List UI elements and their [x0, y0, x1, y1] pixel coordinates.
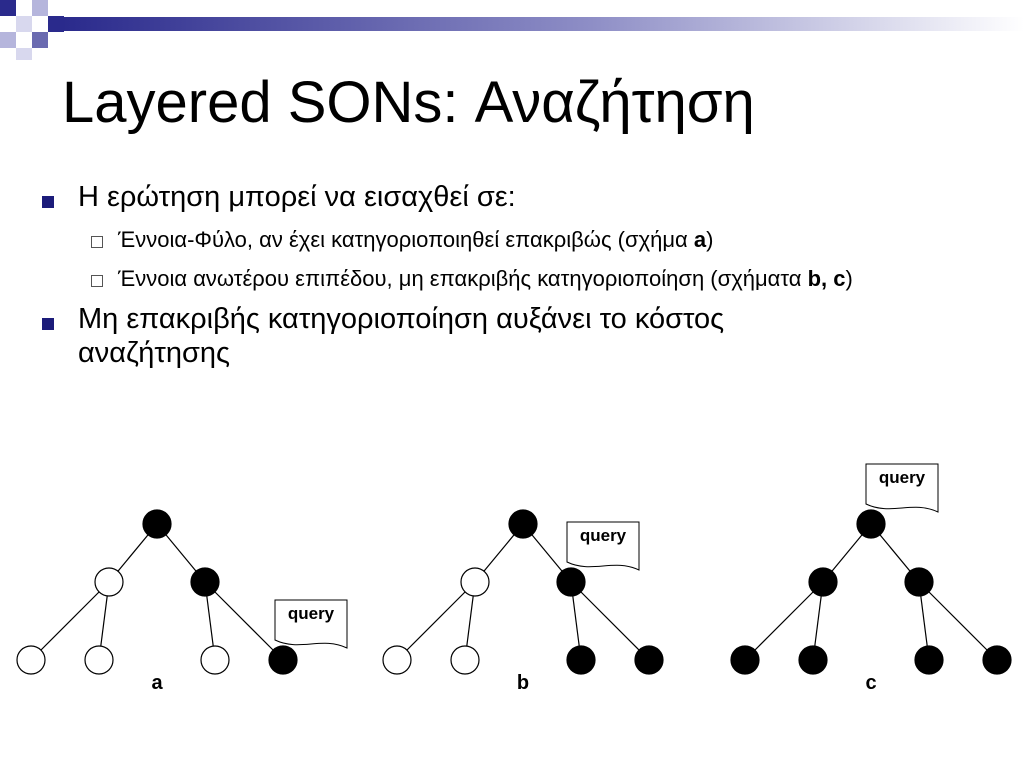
filled-node [915, 646, 943, 674]
bullet-list [40, 180, 1000, 380]
filled-node [635, 646, 663, 674]
bullet-item [40, 302, 878, 370]
square-bullet-icon [42, 318, 54, 330]
sub-bullet-text-end: ) [706, 227, 714, 252]
filled-node [567, 646, 595, 674]
filled-node [905, 568, 933, 596]
tree-label: b [516, 672, 530, 694]
tree-a [17, 510, 347, 694]
filled-node [983, 646, 1011, 674]
query-label: query [287, 604, 335, 623]
filled-node [857, 510, 885, 538]
page-title: Layered SONs: Αναζήτηση [62, 70, 755, 135]
query-label: query [878, 468, 926, 487]
sub-bullet-bold: b, c [807, 266, 846, 291]
empty-node [383, 646, 411, 674]
tree-c [731, 464, 1011, 694]
tree-label: c [865, 672, 877, 694]
sub-bullet-text: Έννοια ανωτέρου επιπέδου, μη επακριβής κατηγοριοποίηση (σχήματα [118, 266, 808, 291]
sub-bullet-text-end: ) [845, 266, 853, 291]
filled-node [799, 646, 827, 674]
empty-node [451, 646, 479, 674]
empty-node [17, 646, 45, 674]
filled-node [509, 510, 537, 538]
title-decoration [0, 0, 1024, 60]
empty-node [85, 646, 113, 674]
filled-node [143, 510, 171, 538]
empty-node [461, 568, 489, 596]
filled-node [191, 568, 219, 596]
filled-node [269, 646, 297, 674]
hollow-square-bullet-icon [91, 275, 103, 287]
bullet-item [40, 180, 1000, 214]
sub-bullet-item [40, 263, 1000, 294]
hollow-square-bullet-icon [91, 236, 103, 248]
tree-b [383, 510, 663, 694]
tree-diagrams [0, 450, 1024, 710]
sub-bullet-bold: a [693, 227, 707, 252]
sub-bullet-text: Έννοια-Φύλο, αν έχει κατηγοριοποιηθεί επακριβώς (σχήμα [118, 227, 694, 252]
bullet-text: Η ερώτηση μπορεί να εισαχθεί σε: [78, 181, 516, 213]
bullet-text: Μη επακριβής κατηγοριοποίηση αυξάνει το κόστος αναζήτησης [78, 303, 725, 369]
sub-bullet-item [40, 224, 1000, 255]
tree-label: a [151, 672, 163, 694]
filled-node [557, 568, 585, 596]
query-label: query [579, 526, 627, 545]
empty-node [201, 646, 229, 674]
filled-node [731, 646, 759, 674]
empty-node [95, 568, 123, 596]
square-bullet-icon [42, 196, 54, 208]
filled-node [809, 568, 837, 596]
